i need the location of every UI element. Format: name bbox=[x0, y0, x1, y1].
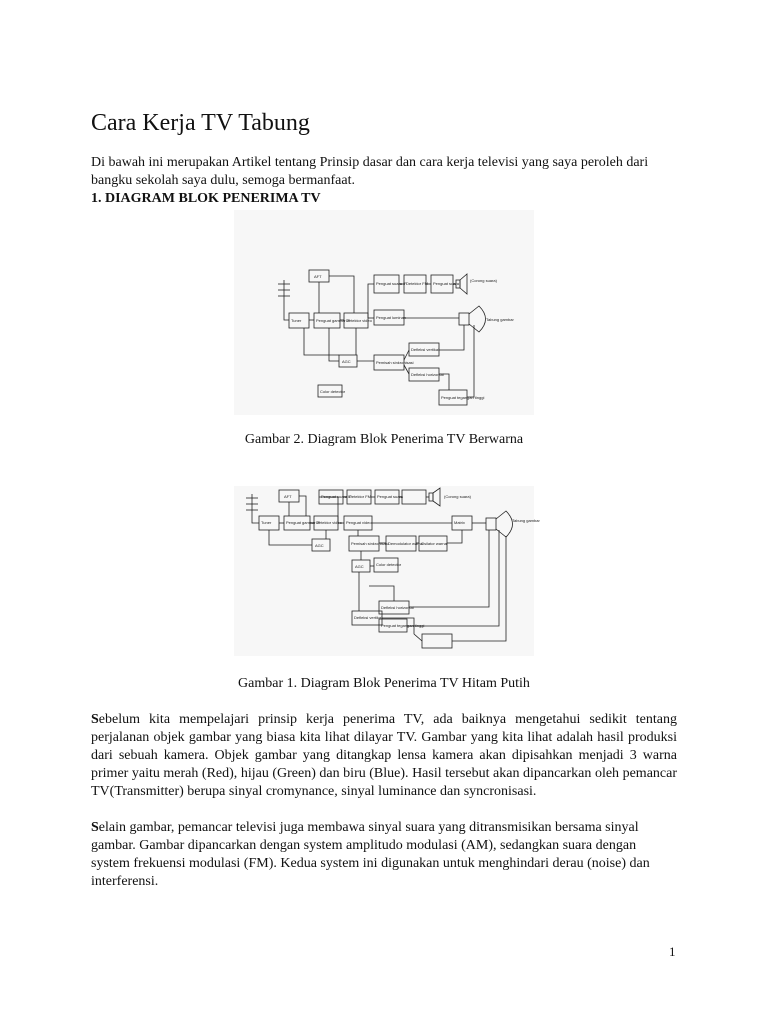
aft-label: AFT bbox=[314, 274, 322, 279]
color-osc-label: Osilator warna bbox=[421, 541, 447, 546]
paragraph-text: ebelum kita mempelajari prinsip kerja penerima TV, ada baiknya mengetahui sedikit tentang perjalanan objek gambar yang biasa kita lihat dilayar TV. Gambar yang kita lihat adalah hasil produksi dari sebuah kamera. Objek gambar yang ditangkap lensa kamera akan dipisahkan menjadi 3 warna primer yaitu merah (Red), hijau (Green) dan biru (Blue). Hasil tersebut akan dipancarkan oleh pemancar TV(Transmitter) berupa sinyal cromynance, sinyal luminance dan syncronisasi. bbox=[91, 712, 677, 799]
speaker-label: (Corong suara) bbox=[470, 278, 497, 283]
antenna-icon bbox=[246, 494, 258, 518]
section-heading: 1. DIAGRAM BLOK PENERIMA TV bbox=[91, 191, 321, 206]
sync-sep-label: Pemisah sinkronisasi bbox=[376, 360, 414, 365]
crt-label: Tabung gambar bbox=[486, 317, 514, 322]
fm-det-label: Detektor FM bbox=[349, 494, 372, 499]
hv-label: Penguat tegangan tinggi bbox=[381, 623, 425, 628]
color-det-label: Color detector bbox=[320, 389, 346, 394]
crt-label: Tabung gambar bbox=[512, 518, 540, 523]
h-defl-label: Defleksi horizontal bbox=[381, 605, 414, 610]
drop-letter: S bbox=[91, 712, 99, 727]
agc-label: AGC bbox=[315, 543, 324, 548]
sound-if-label: Penguat suara IF bbox=[321, 494, 352, 499]
paragraph-sebelum bbox=[91, 711, 677, 801]
hv2-block bbox=[422, 634, 452, 648]
intro-paragraph: Di bawah ini merupakan Artikel tentang Prinsip dasar dan cara kerja televisi yang saya peroleh dari bangku sekolah saya dulu, semoga bermanfaat. bbox=[91, 155, 649, 188]
if-amp-label: Penguat gambar IF bbox=[286, 520, 321, 525]
v-defl-label: Defleksi vertikal bbox=[411, 347, 440, 352]
matrix-label: Matrix bbox=[454, 520, 465, 525]
antenna-icon bbox=[278, 280, 290, 310]
h-defl-label: Defleksi horizontal bbox=[411, 372, 444, 377]
agc-label: AGC bbox=[342, 359, 351, 364]
audio-amp-label: Penguat suara bbox=[377, 494, 404, 499]
page-number: 1 bbox=[669, 944, 676, 959]
paragraph-text: elain gambar, pemancar televisi juga membawa sinyal suara yang ditransmisikan bersama sinyal gambar. Gambar dipancarkan dengan system amplitudo modulasi (AM), sedangkan suara dengan system frekuensi modulasi (FM). Kedua system ini digunakan untuk menghindari derau (noise) dan interferensi. bbox=[91, 820, 650, 889]
sync-sep-label: Pemisah sinkronisasi bbox=[351, 541, 389, 546]
figure-1-caption: Gambar 1. Diagram Blok Penerima TV Hitam Putih bbox=[238, 676, 530, 691]
tuner-label: Tuner bbox=[291, 318, 302, 323]
figure-2-caption: Gambar 2. Diagram Blok Penerima TV Berwarna bbox=[244, 432, 524, 447]
if-amp-label: Penguat gambar IF bbox=[316, 318, 351, 323]
hv-label: Penguat tegangan tinggi bbox=[441, 395, 485, 400]
video-amp-label: Penguat luminan bbox=[376, 315, 407, 320]
color-tv-block-diagram bbox=[234, 210, 534, 415]
drop-letter: S bbox=[91, 820, 99, 835]
bw-tv-block-diagram bbox=[234, 486, 540, 656]
v-defl-label: Defleksi vertikal bbox=[354, 615, 383, 620]
fm-det-label: Detektor FM bbox=[406, 281, 429, 286]
tuner-label: Tuner bbox=[261, 520, 272, 525]
paragraph-selain bbox=[91, 819, 677, 891]
audio-amp2-block bbox=[402, 490, 426, 504]
sound-if-label: Penguat suara IF bbox=[376, 281, 407, 286]
speaker-icon bbox=[429, 488, 440, 506]
agc2-label: AGC bbox=[355, 564, 364, 569]
video-amp-label: Penguat video bbox=[346, 520, 372, 525]
speaker-label: (Corong suara) bbox=[444, 494, 471, 499]
video-det-label: Detektor video bbox=[316, 520, 342, 525]
aft-label: AFT bbox=[284, 494, 292, 499]
video-det-label: Detektor video bbox=[346, 318, 372, 323]
article-title: Cara Kerja TV Tabung bbox=[91, 110, 310, 136]
audio-amp-label: Penguat suara bbox=[433, 281, 460, 286]
color-det-label: Color detector bbox=[376, 562, 402, 567]
crt-icon bbox=[459, 306, 486, 332]
chroma-label: Demodulator warna bbox=[388, 541, 423, 546]
